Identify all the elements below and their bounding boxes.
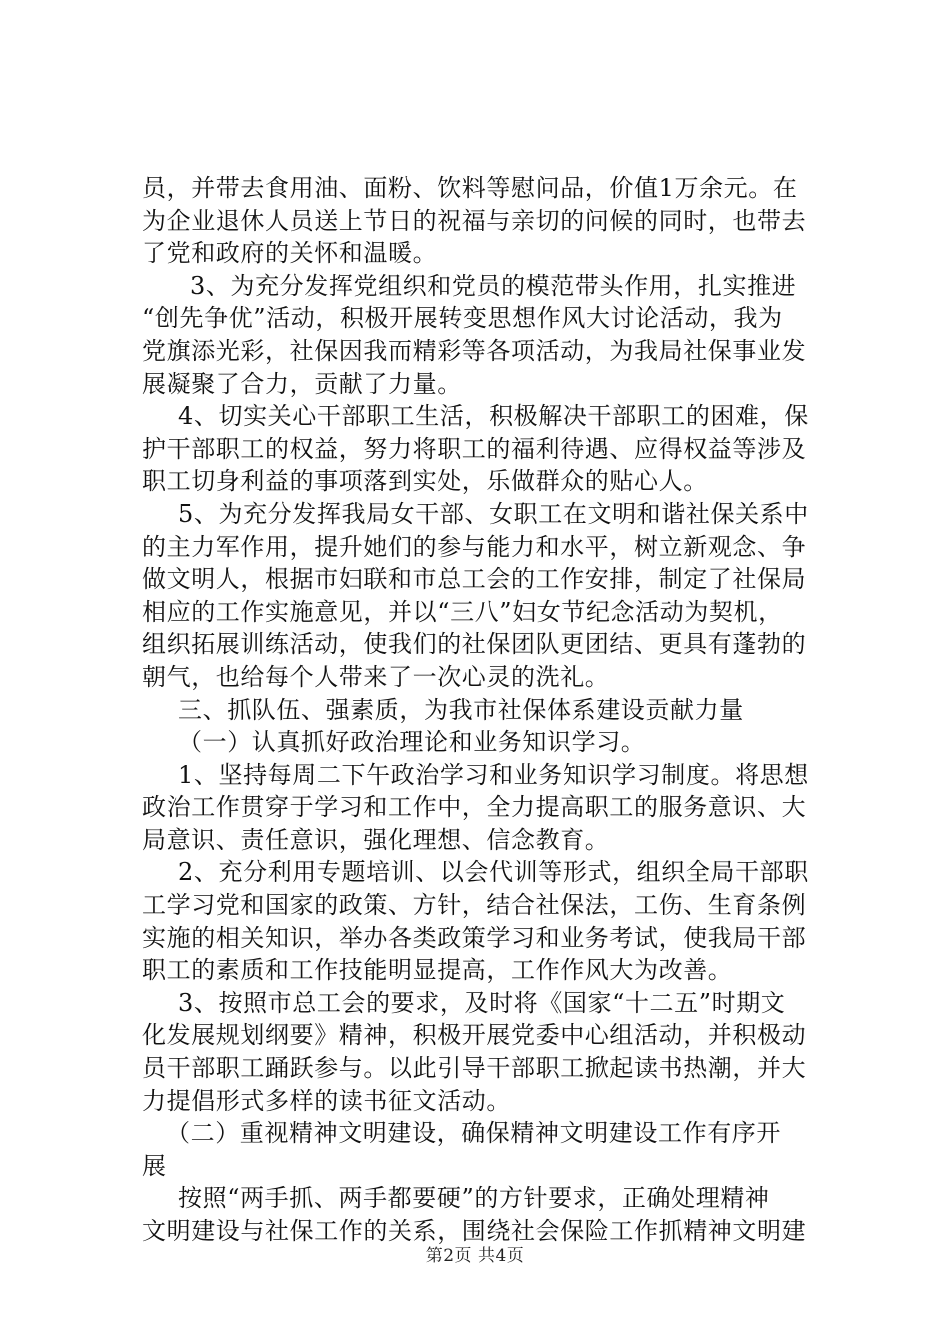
paragraph-start: 3、按照市总工会的要求，及时将《国家“十二五”时期文 [178,988,786,1017]
text-line: “创先争优”活动，积极开展转变思想作风大讨论活动，我为 [142,304,783,333]
paragraph-start: 4、切实关心干部职工生活，积极解决干部职工的困难，保 [178,402,809,431]
text-line: 实施的相关知识，举办各类政策学习和业务考试，使我局干部 [142,923,807,952]
text-line: 的主力军作用，提升她们的参与能力和水平，树立新观念、争 [142,532,807,561]
text-line: 力提倡形式多样的读书征文活动。 [142,1086,511,1115]
text-line: 职工切身利益的事项落到实处，乐做群众的贴心人。 [142,467,708,496]
section-heading: 三、抓队伍、强素质，为我市社保体系建设贡献力量 [178,695,744,724]
text-line: 员，并带去食用油、面粉、饮料等慰问品，价值1万余元。在 [142,174,798,202]
paragraph-start: 按照“两手抓、两手都要硬”的方针要求，正确处理精神 [178,1184,770,1213]
text-line: 职工的素质和工作技能明显提高，工作作风大为改善。 [142,956,733,985]
paragraph-start: 1、坚持每周二下午政治学习和业务知识学习制度。将思想 [178,760,809,789]
paragraph-start: 2、充分利用专题培训、以会代训等形式，组织全局干部职 [178,858,809,887]
text-line: 做文明人，根据市妇联和市总工会的工作安排，制定了社保局 [142,565,807,594]
text-line: 局意识、责任意识，强化理想、信念教育。 [142,825,610,854]
text-line: 员干部职工踊跃参与。以此引导干部职工掀起读书热潮，并大 [142,1054,807,1083]
text-line: 政治工作贯穿于学习和工作中，全力提高职工的服务意识、大 [142,793,807,822]
text-line: 化发展规划纲要》精神，积极开展党委中心组活动，并积极动 [142,1021,807,1050]
text-line: 了党和政府的关怀和温暖。 [142,239,438,268]
text-line: 朝气，也给每个人带来了一次心灵的洗礼。 [142,662,610,691]
text-line: 护干部职工的权益，努力将职工的福利待遇、应得权益等涉及 [142,434,807,463]
paragraph-start: 5、为充分发挥我局女干部、女职工在文明和谐社保关系中 [178,499,809,528]
document-body [142,172,832,1248]
text-line: 相应的工作实施意见，并以“三八”妇女节纪念活动为契机， [142,597,783,626]
text-line: 党旗添光彩，社保因我而精彩等各项活动，为我局社保事业发 [142,336,807,365]
text-line: 展 [142,1151,167,1180]
text-line: 文明建设与社保工作的关系，围绕社会保险工作抓精神文明建 [142,1217,807,1245]
text-line: 组织拓展训练活动，使我们的社保团队更团结、更具有蓬勃的 [142,630,807,659]
subsection-heading: （二）重视精神文明建设，确保精神文明建设工作有序开 [166,1119,781,1148]
paragraph-start: 3、为充分发挥党组织和党员的模范带头作用，扎实推进 [190,271,797,300]
page-number-footer: 第2页 共4页 [425,1246,525,1266]
text-line: 展凝聚了合力，贡献了力量。 [142,369,462,398]
text-line: 为企业退休人员送上节日的祝福与亲切的问候的同时，也带去 [142,206,807,235]
text-line: 工学习党和国家的政策、方针，结合社保法，工伤、生育条例 [142,891,807,920]
subsection-heading: （一）认真抓好政治理论和业务知识学习。 [178,728,646,757]
